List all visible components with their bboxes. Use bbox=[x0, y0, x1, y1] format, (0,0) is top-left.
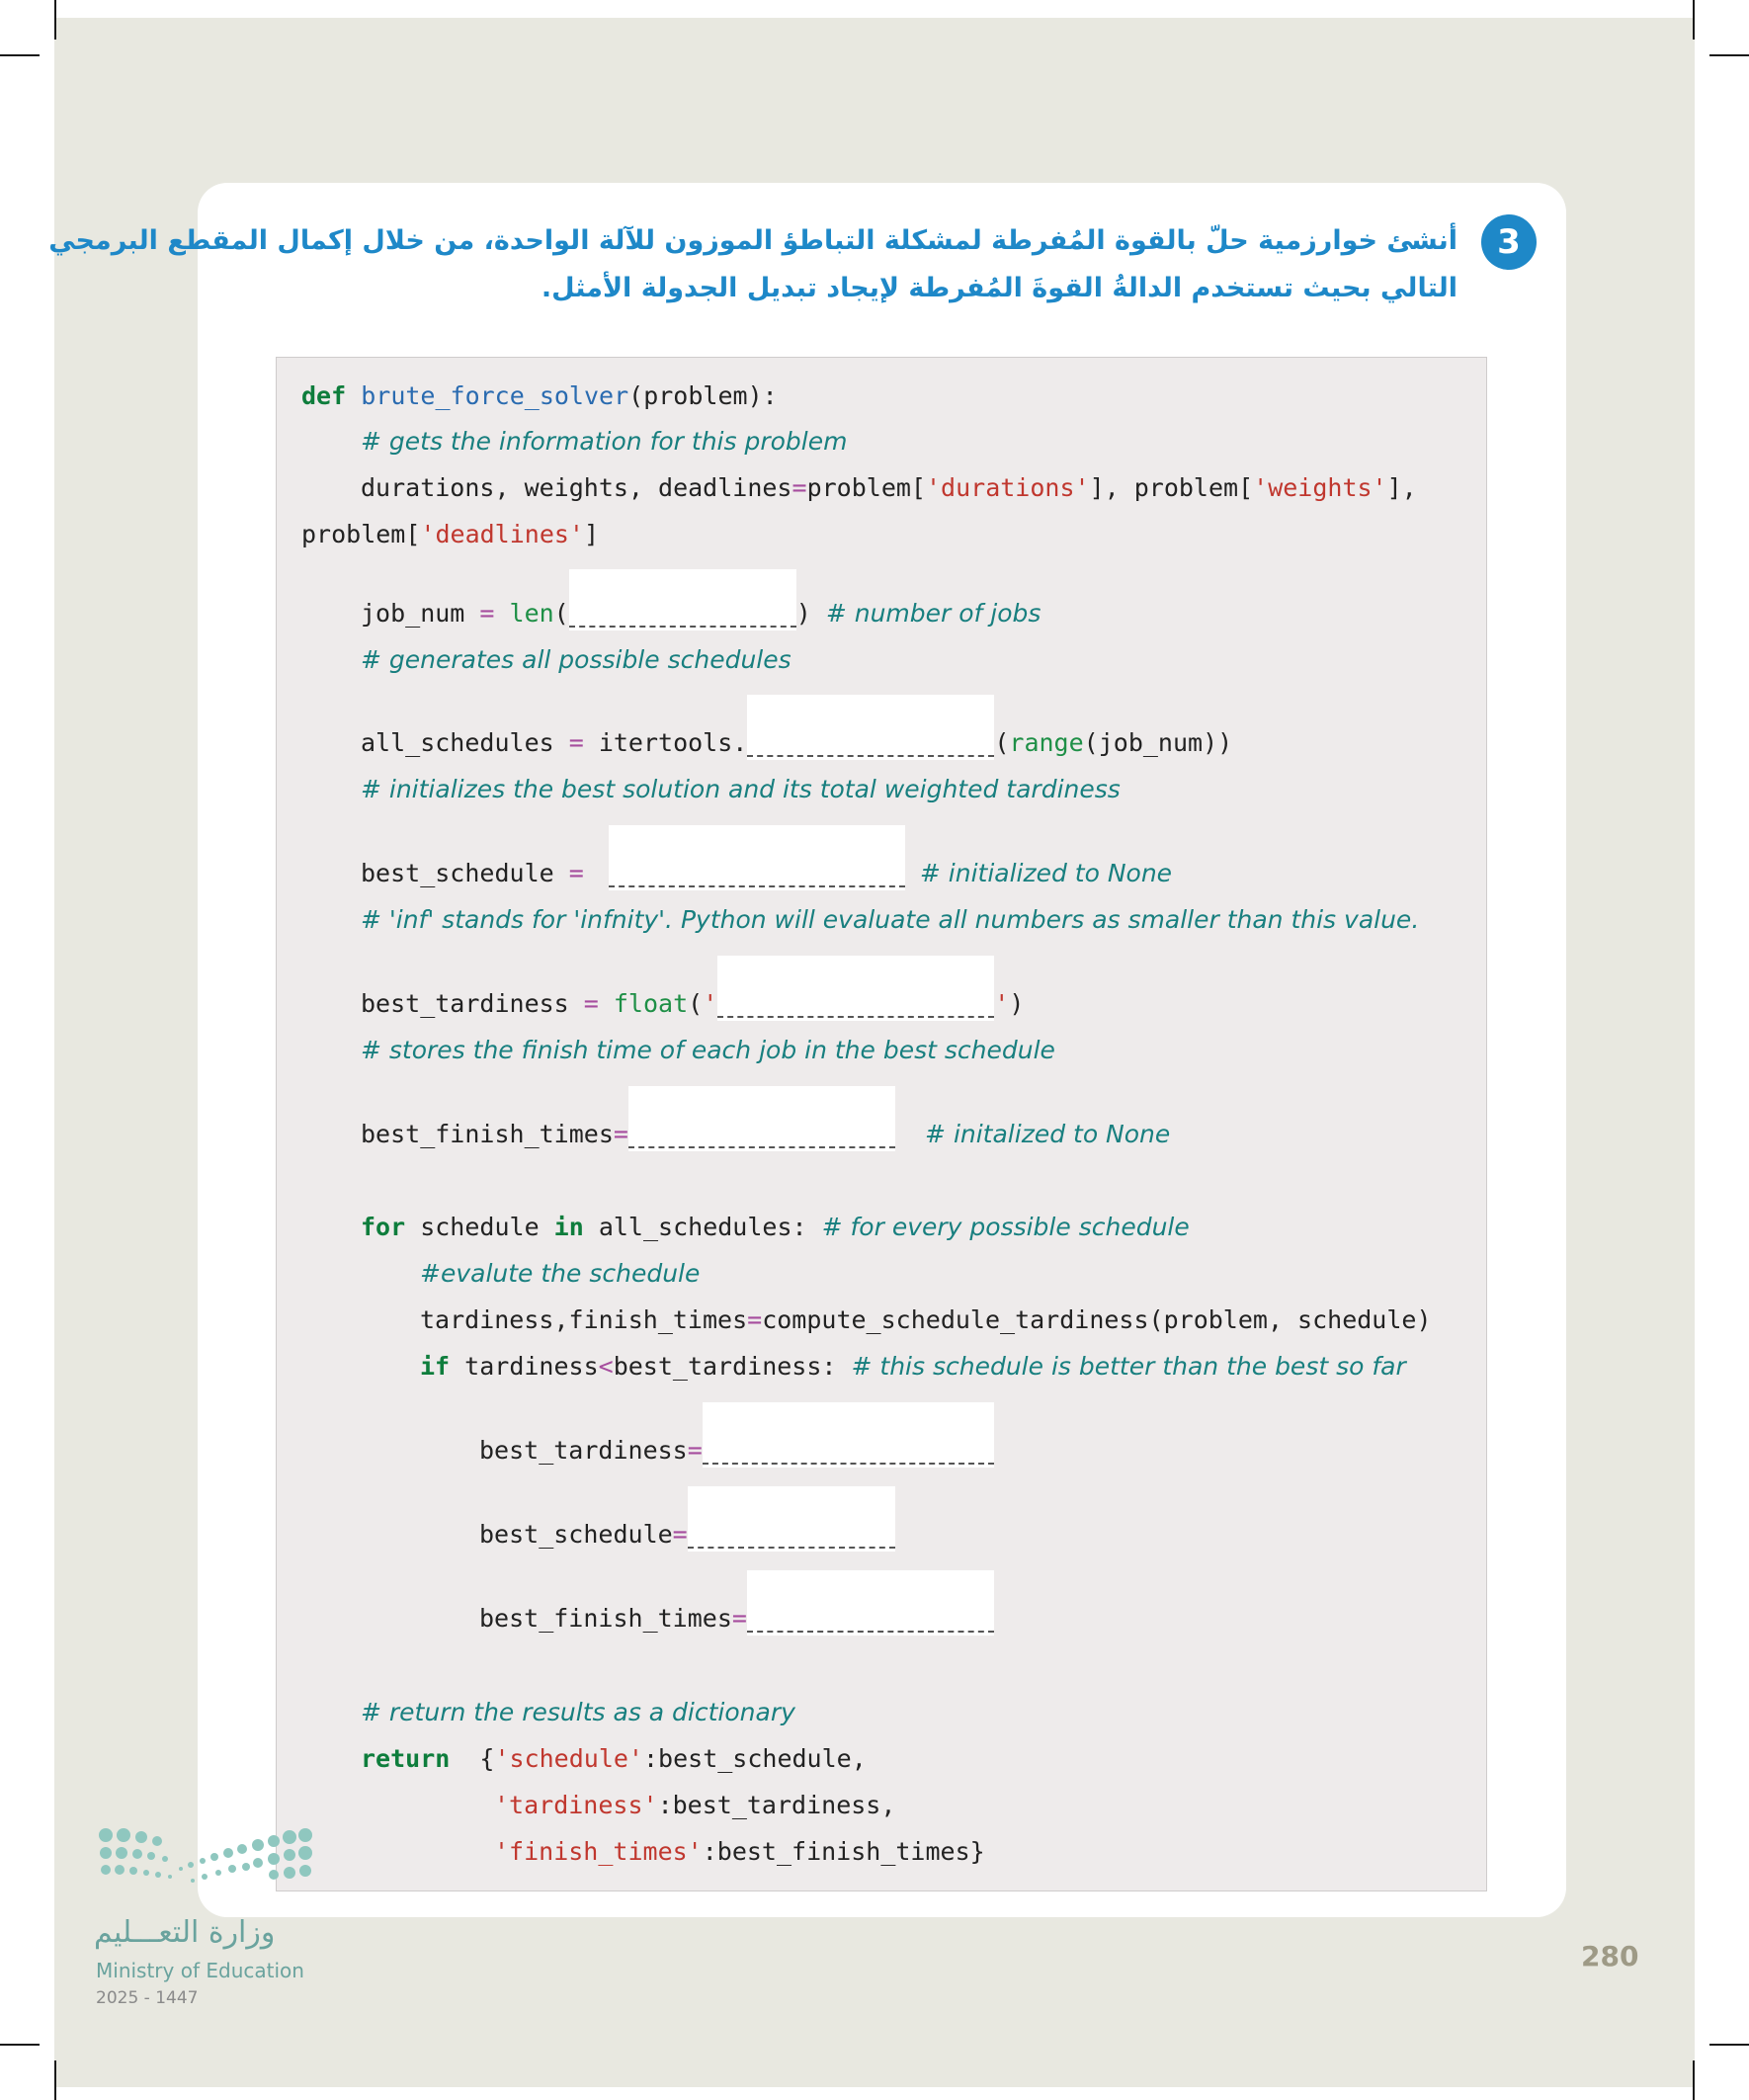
ministry-name-english: Ministry of Education bbox=[96, 1959, 304, 1982]
code-line-if bbox=[420, 1350, 1406, 1384]
code-token: tardiness bbox=[450, 1352, 599, 1381]
operator: = bbox=[613, 1120, 628, 1148]
builtin-float: float bbox=[613, 989, 689, 1018]
inline-comment: # initalized to None bbox=[925, 1120, 1171, 1148]
page-number: 280 bbox=[1581, 1940, 1639, 1973]
operator: = bbox=[747, 1305, 763, 1334]
code-token: best_tardiness bbox=[479, 1436, 688, 1465]
operator: = bbox=[687, 1436, 703, 1465]
code-line-inner-schedule bbox=[479, 1518, 895, 1552]
string-literal: 'finish_times' bbox=[494, 1837, 703, 1866]
string-literal: 'durations' bbox=[925, 473, 1090, 502]
crop-mark bbox=[1693, 0, 1695, 40]
keyword-if: if bbox=[420, 1352, 451, 1381]
code-token: ( bbox=[688, 989, 704, 1018]
code-line-return-finish bbox=[494, 1835, 985, 1869]
comment-generates: # generates all possible schedules bbox=[361, 645, 791, 674]
code-line-job-num bbox=[361, 597, 1041, 630]
code-line-inner-tardiness bbox=[479, 1434, 994, 1468]
code-token: :best_tardiness, bbox=[657, 1791, 896, 1819]
code-token: compute_schedule_tardiness(problem, schedule) bbox=[762, 1305, 1432, 1334]
crop-mark bbox=[1693, 2060, 1695, 2100]
code-token: :best_finish_times} bbox=[702, 1837, 985, 1866]
ministry-logo-dots bbox=[94, 1823, 321, 1892]
answer-blank-inner-finish[interactable] bbox=[747, 1602, 994, 1636]
code-token: ], bbox=[1386, 473, 1417, 502]
question-number-badge: 3 bbox=[1481, 214, 1537, 270]
string-quote: ' bbox=[703, 989, 718, 1018]
edition-year: 2025 - 1447 bbox=[96, 1988, 199, 2008]
answer-blank-best-finish[interactable] bbox=[628, 1118, 895, 1151]
string-literal: 'weights' bbox=[1253, 473, 1387, 502]
comment-stores: # stores the finish time of each job in the best schedule bbox=[361, 1036, 1055, 1064]
answer-blank-inner-tardiness[interactable] bbox=[703, 1434, 994, 1468]
answer-blank-float-arg[interactable] bbox=[717, 987, 994, 1021]
code-token: best_schedule bbox=[361, 859, 554, 887]
code-token: itertools. bbox=[598, 728, 748, 757]
code-token: schedule bbox=[405, 1213, 554, 1241]
comment-gets-info: # gets the information for this problem bbox=[361, 427, 848, 456]
code-line-return bbox=[361, 1742, 867, 1776]
crop-mark bbox=[1709, 54, 1749, 56]
operator: = bbox=[672, 1520, 688, 1549]
operator: < bbox=[598, 1352, 614, 1381]
function-params: (problem): bbox=[628, 381, 778, 410]
code-token: tardiness,finish_times bbox=[420, 1305, 748, 1334]
code-token: best_tardiness bbox=[361, 989, 569, 1018]
comment-return: # return the results as a dictionary bbox=[361, 1698, 795, 1726]
inline-comment: # for every possible schedule bbox=[821, 1213, 1190, 1241]
string-literal: 'deadlines' bbox=[420, 520, 584, 548]
crop-mark bbox=[0, 2044, 40, 2046]
keyword-return: return bbox=[361, 1744, 451, 1773]
code-line-for bbox=[361, 1211, 1190, 1244]
inline-comment: # number of jobs bbox=[825, 599, 1041, 628]
code-token: best_schedule bbox=[479, 1520, 673, 1549]
keyword-def: def bbox=[301, 381, 347, 410]
code-block bbox=[276, 357, 1487, 1891]
code-token: :best_schedule, bbox=[642, 1744, 867, 1773]
answer-blank-itertools[interactable] bbox=[747, 726, 994, 760]
code-line-def bbox=[301, 379, 778, 413]
code-line-unpack-cont bbox=[301, 518, 599, 551]
operator: = bbox=[791, 473, 807, 502]
code-token: ] bbox=[584, 520, 600, 548]
string-literal: 'schedule' bbox=[494, 1744, 643, 1773]
code-token: best_finish_times bbox=[479, 1604, 732, 1633]
keyword-in: in bbox=[553, 1213, 584, 1241]
question-text bbox=[48, 217, 1458, 312]
ministry-name-arabic: وزارة التعـــليم bbox=[94, 1915, 276, 1950]
code-token: all_schedules: bbox=[583, 1213, 822, 1241]
code-token: ], problem[ bbox=[1089, 473, 1254, 502]
string-literal: 'tardiness' bbox=[494, 1791, 658, 1819]
code-line-unpack bbox=[361, 471, 1417, 505]
code-line-best-finish bbox=[361, 1118, 1170, 1151]
code-line-all-schedules bbox=[361, 726, 1232, 760]
string-quote: ' bbox=[994, 989, 1010, 1018]
answer-blank-job-num[interactable] bbox=[569, 597, 796, 630]
operator: = bbox=[731, 1604, 747, 1633]
code-line-return-tardiness bbox=[494, 1789, 895, 1822]
code-token: all_schedules bbox=[361, 728, 554, 757]
code-token: problem[ bbox=[301, 520, 421, 548]
question-line-1: أنشئ خوارزمية حلّ بالقوة المُفرطة لمشكلة التباطؤ الموزون للآلة الواحدة، من خلال إكمال المقطع البرمجي bbox=[48, 225, 1458, 256]
keyword-for: for bbox=[361, 1213, 406, 1241]
code-line-best-schedule bbox=[361, 857, 1172, 890]
comment-evalute: #evalute the schedule bbox=[420, 1259, 701, 1288]
inline-comment: # this schedule is better than the best so far bbox=[851, 1352, 1406, 1381]
question-line-2: التالي بحيث تستخدم الدالةُ القوةَ المُفرطة لإيجاد تبديل الجدولة الأمثل. bbox=[541, 273, 1458, 303]
code-token: ) bbox=[795, 599, 826, 628]
crop-mark bbox=[54, 0, 56, 40]
crop-mark bbox=[54, 2060, 56, 2100]
code-line-best-tardiness bbox=[361, 987, 1024, 1021]
code-token: { bbox=[450, 1744, 495, 1773]
code-token: ( bbox=[994, 728, 1010, 757]
operator: = bbox=[464, 599, 510, 628]
code-token: best_tardiness: bbox=[613, 1352, 852, 1381]
answer-blank-inner-schedule[interactable] bbox=[688, 1518, 895, 1552]
inline-comment: # initialized to None bbox=[919, 859, 1173, 887]
crop-mark bbox=[0, 54, 40, 56]
builtin-len: len bbox=[509, 599, 554, 628]
comment-inf: # 'inf' stands for 'infnity'. Python will evaluate all numbers as smaller than this value. bbox=[361, 905, 1420, 934]
code-token: durations, weights, deadlines bbox=[361, 473, 792, 502]
code-token: problem[ bbox=[806, 473, 926, 502]
code-token: ( bbox=[553, 599, 569, 628]
function-name: brute_force_solver bbox=[361, 381, 629, 410]
comment-initializes: # initializes the best solution and its total weighted tardiness bbox=[361, 775, 1121, 803]
code-token: job_num bbox=[361, 599, 465, 628]
operator: = bbox=[553, 859, 599, 887]
operator: = bbox=[568, 989, 614, 1018]
operator: = bbox=[553, 728, 599, 757]
answer-blank-best-schedule[interactable] bbox=[609, 857, 905, 890]
code-token: ) bbox=[1009, 989, 1025, 1018]
builtin-range: range bbox=[1009, 728, 1084, 757]
code-token: best_finish_times bbox=[361, 1120, 614, 1148]
code-token: (job_num)) bbox=[1083, 728, 1233, 757]
code-line-compute bbox=[420, 1303, 1432, 1337]
code-line-inner-finish bbox=[479, 1602, 994, 1636]
crop-mark bbox=[1709, 2044, 1749, 2046]
